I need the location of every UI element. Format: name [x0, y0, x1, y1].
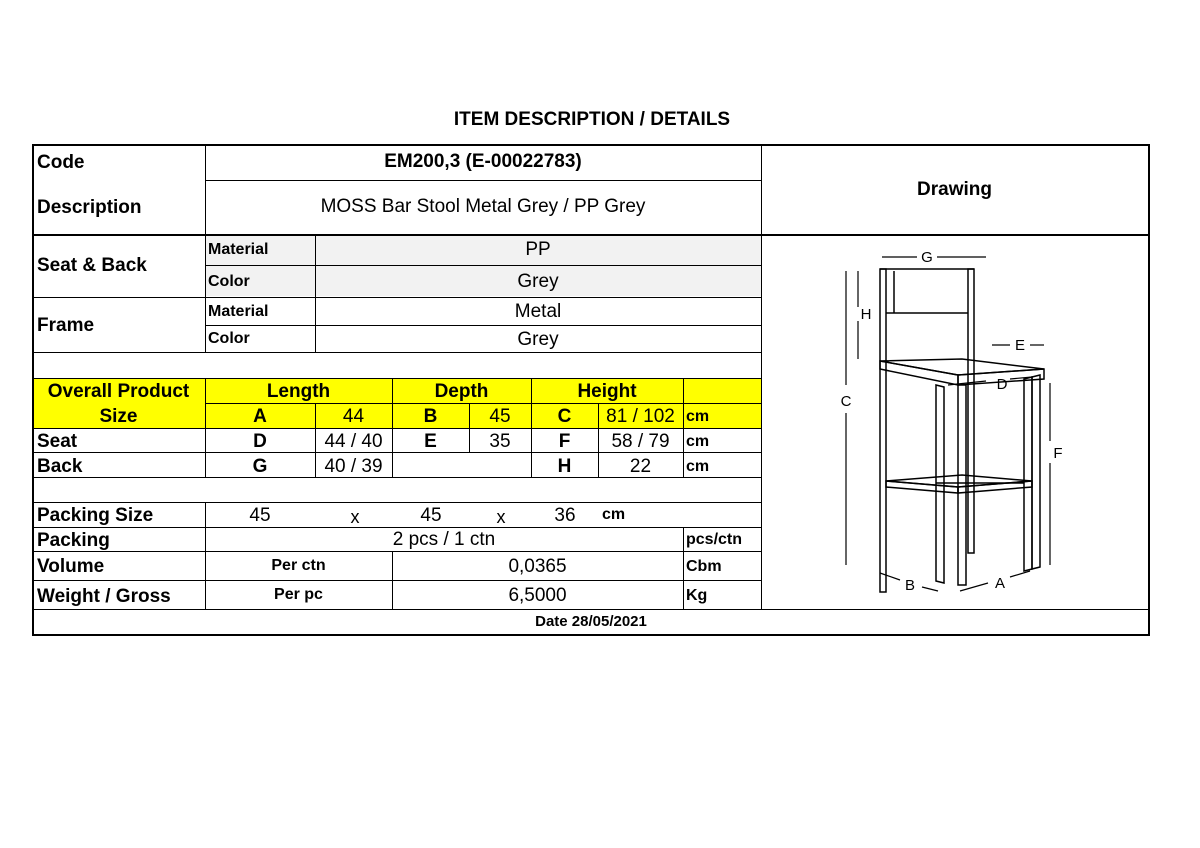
packing-unit: pcs/ctn: [686, 531, 743, 548]
frame-label: Frame: [37, 315, 95, 336]
dim-letter-b: B: [904, 577, 916, 594]
dim-letter-e: E: [1014, 337, 1026, 354]
seat-back-color: Grey: [517, 271, 559, 292]
g-value: 40 / 39: [324, 456, 383, 477]
packing-size-x1: x: [350, 507, 360, 527]
h-value: 22: [629, 456, 652, 477]
stool-outline: [880, 269, 1044, 592]
date: Date 28/05/2021: [535, 613, 647, 630]
seat-back-label: Seat & Back: [37, 255, 147, 276]
document-title: ITEM DESCRIPTION / DETAILS: [453, 109, 731, 130]
dim-letter-f: F: [1053, 445, 1063, 462]
length-header: Length: [266, 381, 331, 402]
dim-letter-c: C: [840, 393, 852, 410]
frame-color-label: Color: [208, 330, 250, 347]
description-label: Description: [37, 197, 142, 218]
a-value: 44: [342, 406, 365, 427]
packing-size-label: Packing Size: [37, 505, 154, 526]
dim-letter-g: G: [921, 249, 933, 266]
volume-unit: Cbm: [686, 558, 722, 575]
packing-size-unit: cm: [602, 506, 626, 523]
f-key: F: [558, 431, 571, 452]
drawing-label: Drawing: [917, 179, 992, 200]
dim-letter-d: D: [996, 376, 1008, 393]
volume-per: Per ctn: [271, 557, 326, 574]
seat-unit: cm: [686, 433, 710, 450]
packing-size-w: 45: [249, 505, 271, 526]
f-value: 58 / 79: [611, 431, 670, 452]
bar-stool-drawing: [762, 235, 1148, 608]
dimension-lines: [846, 257, 1050, 591]
frame-color: Grey: [517, 329, 559, 350]
c-value: 81 / 102: [606, 406, 675, 427]
h-key: H: [557, 456, 572, 477]
height-header: Height: [577, 381, 637, 402]
seat-label: Seat: [37, 431, 78, 452]
frame-material-label: Material: [208, 303, 269, 320]
code-value: EM200,3 (E-00022783): [384, 151, 582, 172]
packing-value: 2 pcs / 1 ctn: [392, 529, 496, 550]
g-key: G: [252, 456, 268, 477]
packing-size-h: 36: [554, 505, 576, 526]
description-value: MOSS Bar Stool Metal Grey / PP Grey: [320, 196, 646, 217]
dimension-letters: [841, 249, 1063, 594]
seat-back-material: PP: [525, 239, 551, 260]
d-key: D: [253, 431, 267, 452]
e-key: E: [424, 431, 437, 452]
dim-letter-h: H: [860, 306, 872, 323]
code-label: Code: [37, 152, 85, 173]
overall-label-line2: Size: [99, 406, 138, 427]
overall-unit: cm: [686, 408, 710, 425]
volume-label: Volume: [37, 556, 105, 577]
volume-value: 0,0365: [508, 556, 567, 577]
weight-value: 6,5000: [508, 585, 567, 606]
weight-label: Weight / Gross: [37, 586, 171, 607]
back-label: Back: [37, 456, 83, 477]
b-key: B: [423, 406, 438, 427]
seat-back-material-label: Material: [208, 241, 269, 258]
weight-unit: Kg: [686, 587, 708, 604]
frame-material: Metal: [514, 301, 562, 322]
d-value: 44 / 40: [324, 431, 383, 452]
depth-header: Depth: [434, 381, 489, 402]
packing-size-d: 45: [420, 505, 442, 526]
seat-back-color-label: Color: [208, 273, 250, 290]
packing-size-x2: x: [496, 507, 506, 527]
e-value: 35: [489, 431, 511, 452]
c-key: C: [557, 406, 572, 427]
weight-per: Per pc: [274, 586, 323, 603]
a-key: A: [253, 406, 267, 427]
packing-label: Packing: [37, 530, 110, 551]
dim-letter-a: A: [994, 575, 1006, 592]
b-value: 45: [489, 406, 511, 427]
overall-label-line1: Overall Product: [47, 381, 190, 402]
back-unit: cm: [686, 458, 710, 475]
